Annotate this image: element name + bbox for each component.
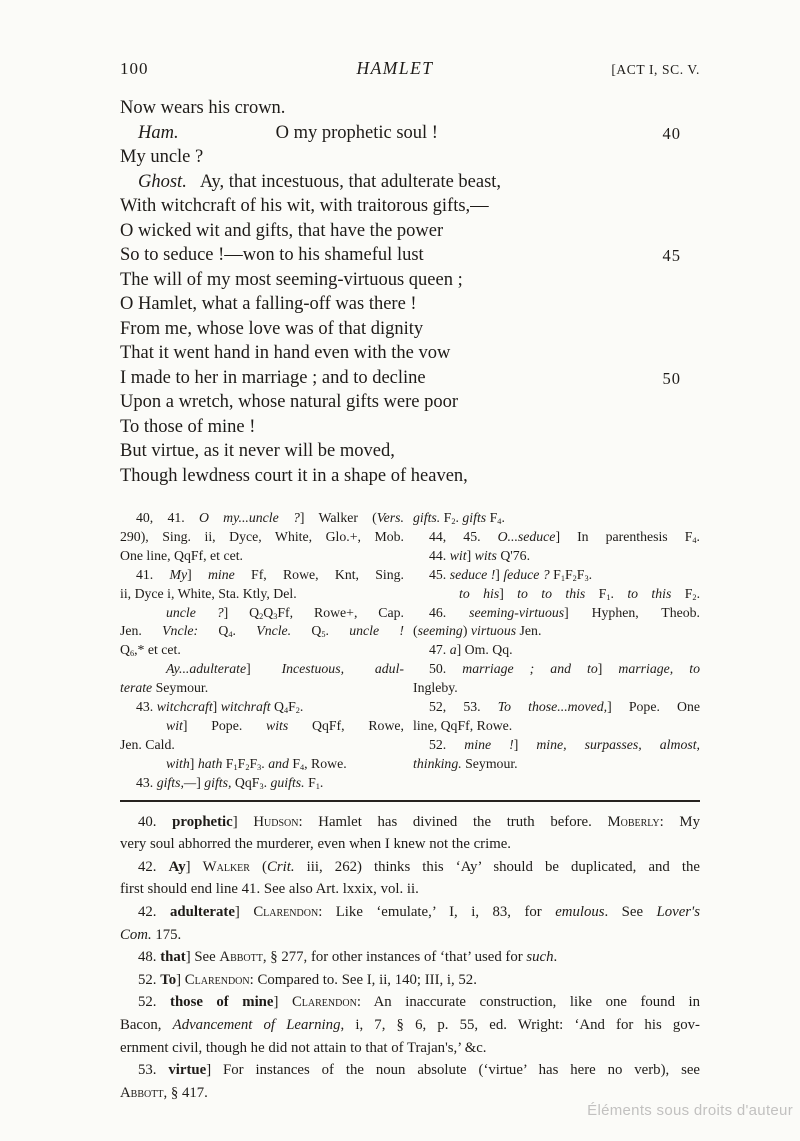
textual-note-line-text: Ay...adulterate] Incestuous, adul- xyxy=(166,661,405,677)
commentary-section xyxy=(120,811,700,1105)
commentary-line-text: 48. that] See Abbott, § 277, for other instances of ‘that’ used for such. xyxy=(138,949,558,966)
textual-note-line-text: Jen. Cald. xyxy=(120,736,175,752)
textual-note-line xyxy=(120,755,404,774)
commentary-line-text: 42. Ay] Walker (Crit. iii, 262) thinks this ‘Ay’ should be duplicated, and the xyxy=(138,858,700,875)
textual-note-line-text: 41. My] mine Ff, Rowe, Knt, Sing. xyxy=(136,566,404,582)
textual-note-line-text: 45. seduce !] ſeduce ? $F_1F_2F_3$. xyxy=(429,566,593,583)
textual-note-line-text: 43. gifts,—] gifts, QqF$_3$. guifts. $F_1$. xyxy=(136,774,324,791)
textual-note-line xyxy=(413,585,700,604)
textual-note-line xyxy=(120,679,404,698)
verse-line-text: So to seduce !—won to his shameful lust xyxy=(120,245,424,265)
verse-line xyxy=(120,194,700,219)
page-number: 100 xyxy=(120,59,149,78)
verse-line-text: The will of my most seeming-virtuous queen ; xyxy=(120,269,463,290)
textual-note-line-text: 44. wit] wits Q'76. xyxy=(429,547,531,563)
textual-note-line xyxy=(413,547,700,566)
textual-notes-left-column xyxy=(120,509,404,793)
textual-note-line xyxy=(120,641,404,660)
commentary-line-text: Com. 175. xyxy=(120,926,182,943)
verse-line-text: But virtue, as it never will be moved, xyxy=(120,441,395,461)
verse-line xyxy=(120,268,700,293)
commentary-line xyxy=(120,1059,700,1082)
textual-note-line-text: One line, QqFf, et cet. xyxy=(120,547,243,563)
verse-line xyxy=(120,439,700,464)
textual-note-line xyxy=(120,698,404,717)
copyright-watermark: Éléments sous droits d'auteur xyxy=(587,1102,793,1119)
verse-line-number: 40 xyxy=(662,123,681,143)
verse-line-text: O wicked wit and gifts, that have the power xyxy=(120,220,444,241)
verse-line xyxy=(120,96,700,121)
verse-line xyxy=(120,341,700,366)
page-content xyxy=(120,58,700,1104)
running-title: HAMLET xyxy=(356,58,434,78)
textual-note-line xyxy=(120,585,404,604)
commentary-line-text: very soul abhorred the murderer, even when I knew not the crime. xyxy=(120,836,511,853)
textual-note-line-text: ii, Dyce i, White, Sta. Ktly, Del. xyxy=(120,585,297,601)
textual-note-line-text: 43. witchcraft] witchraft $Q_4F_2$. xyxy=(136,699,304,716)
textual-note-line xyxy=(413,660,700,679)
textual-note-line xyxy=(120,604,404,623)
commentary-line xyxy=(120,901,700,924)
textual-note-line-text: Ingleby. xyxy=(413,680,458,696)
verse-line xyxy=(120,145,700,170)
commentary-line xyxy=(120,878,700,901)
commentary-line xyxy=(120,946,700,969)
act-scene-header: [ACT I, SC. V. xyxy=(611,62,700,77)
textual-note-line xyxy=(413,717,700,736)
verse-line xyxy=(120,243,700,268)
verse-line-text: With witchcraft of his wit, with traitorous gifts,— xyxy=(120,196,489,216)
verse-line-text: To those of mine ! xyxy=(120,416,256,437)
textual-note-line-text: 50. marriage ; and to] marriage, to xyxy=(429,661,700,677)
textual-note-line-text: gifts. $F_2$. gifts $F_4$. xyxy=(413,510,505,527)
commentary-line-text: Bacon, Advancement of Learning, i, 7, § 6, p. 55, ed. Wright: ‘And for his gov- xyxy=(120,1016,700,1033)
commentary-line xyxy=(120,833,700,856)
textual-note-line-text: 52, 53. To those...moved,] Pope. One xyxy=(429,699,701,715)
textual-note-line-text: $Q_6,*$ et cet. xyxy=(120,642,181,659)
commentary-line xyxy=(120,856,700,879)
textual-note-line-text: terate Seymour. xyxy=(120,680,209,696)
verse-line-text: Ham. O my prophetic soul ! xyxy=(138,122,438,143)
verse-line-text: I made to her in marriage ; and to decline xyxy=(120,367,426,388)
commentary-line-text: 40. prophetic] Hudson: Hamlet has divined the truth before. Moberly: My xyxy=(138,813,700,830)
commentary-line-text: 52. To] Clarendon: Compared to. See I, ii, 140; III, i, 52. xyxy=(138,971,477,988)
commentary-line xyxy=(120,991,700,1014)
textual-note-line-text: thinking. Seymour. xyxy=(413,755,518,771)
textual-note-line xyxy=(413,698,700,717)
textual-notes-right-column xyxy=(413,509,700,793)
textual-note-line-text: 52. mine !] mine, surpasses, almost, xyxy=(429,736,700,752)
verse-line-text: Ghost. Ay, that incestuous, that adulterate beast, xyxy=(138,171,502,192)
textual-note-line xyxy=(413,755,700,774)
textual-note-line xyxy=(120,717,404,736)
commentary-line xyxy=(120,924,700,947)
commentary-line xyxy=(120,811,700,834)
textual-note-line-text: (seeming) virtuous Jen. xyxy=(413,623,542,639)
textual-note-line xyxy=(413,736,700,755)
textual-note-line xyxy=(120,622,404,641)
commentary-line xyxy=(120,1082,700,1105)
commentary-line xyxy=(120,1014,700,1037)
textual-note-line xyxy=(413,604,700,623)
textual-note-line-text: 44, 45. O...seduce] In parenthesis $F_4$. xyxy=(429,528,700,545)
verse-line-text: That it went hand in hand even with the vow xyxy=(120,343,451,363)
textual-note-line xyxy=(413,509,700,528)
textual-note-line-text: 290), Sing. ii, Dyce, White, Glo.+, Mob. xyxy=(120,528,404,544)
play-text xyxy=(120,96,700,488)
textual-notes xyxy=(120,509,700,793)
textual-note-line-text: with] hath $F_1F_2F_3$. and $F_4$, Rowe. xyxy=(166,755,347,772)
verse-line-text: Upon a wretch, whose natural gifts were poor xyxy=(120,392,459,412)
textual-note-line xyxy=(413,566,700,585)
textual-note-line xyxy=(120,528,404,547)
page-header xyxy=(120,58,700,79)
commentary-line-text: first should end line 41. See also Art. lxxix, vol. ii. xyxy=(120,881,419,898)
verse-line-number: 50 xyxy=(662,368,681,388)
verse-line-text: Though lewdness court it in a shape of heaven, xyxy=(120,465,468,486)
textual-note-line-text: uncle ?] $Q_2Q_3Ff$, Rowe+, Cap. xyxy=(166,604,404,621)
textual-note-line xyxy=(413,641,700,660)
verse-line xyxy=(120,415,700,440)
verse-line-text: O Hamlet, what a falling-off was there ! xyxy=(120,294,417,314)
textual-note-line xyxy=(413,679,700,698)
textual-note-line-text: wit] Pope. wits QqFf, Rowe, xyxy=(166,717,404,733)
commentary-line-text: ernment civil, though he did not attain to that of Trajan's,’ &c. xyxy=(120,1039,487,1056)
textual-note-line xyxy=(120,509,404,528)
verse-line-text: From me, whose love was of that dignity xyxy=(120,318,424,339)
section-divider xyxy=(120,800,700,802)
verse-line xyxy=(120,464,700,489)
commentary-line-text: Abbott, § 417. xyxy=(120,1084,208,1101)
textual-note-line xyxy=(120,774,404,793)
verse-line xyxy=(120,292,700,317)
verse-line xyxy=(120,366,700,391)
textual-note-line-text: Jen. Vncle: $Q_4$. Vncle. $Q_5$. uncle ! xyxy=(120,623,404,640)
textual-note-line-text: 47. a] Om. Qq. xyxy=(429,642,513,658)
verse-line xyxy=(120,390,700,415)
commentary-line-text: 42. adulterate] Clarendon: Like ‘emulate,’ I, i, 83, for emulous. See Lover's xyxy=(138,903,700,920)
verse-line xyxy=(120,219,700,244)
verse-line-text: Now wears his crown. xyxy=(120,98,286,118)
textual-note-line-text: 40, 41. O my...uncle ?] Walker (Vers. xyxy=(136,510,404,525)
textual-note-line xyxy=(413,622,700,641)
commentary-line xyxy=(120,969,700,992)
commentary-line-text: 52. those of mine] Clarendon: An inaccurate construction, like one found in xyxy=(138,994,700,1011)
textual-note-line xyxy=(413,528,700,547)
textual-note-line-text: to his] to to this $F_1$. to this $F_2$. xyxy=(459,585,701,602)
verse-line-text: My uncle ? xyxy=(120,147,204,167)
verse-line xyxy=(120,121,700,146)
commentary-line-text: 53. virtue] For instances of the noun absolute (‘virtue’ has here no verb), see xyxy=(138,1062,700,1079)
verse-line-number: 45 xyxy=(662,246,681,265)
textual-note-line xyxy=(120,566,404,585)
verse-line xyxy=(120,170,700,195)
commentary-line xyxy=(120,1037,700,1060)
textual-note-line-text: 46. seeming-virtuous] Hyphen, Theob. xyxy=(429,604,700,620)
textual-note-line-text: line, QqFf, Rowe. xyxy=(413,717,513,733)
textual-note-line xyxy=(120,660,404,679)
verse-line xyxy=(120,317,700,342)
textual-note-line xyxy=(120,736,404,755)
textual-note-line xyxy=(120,547,404,566)
